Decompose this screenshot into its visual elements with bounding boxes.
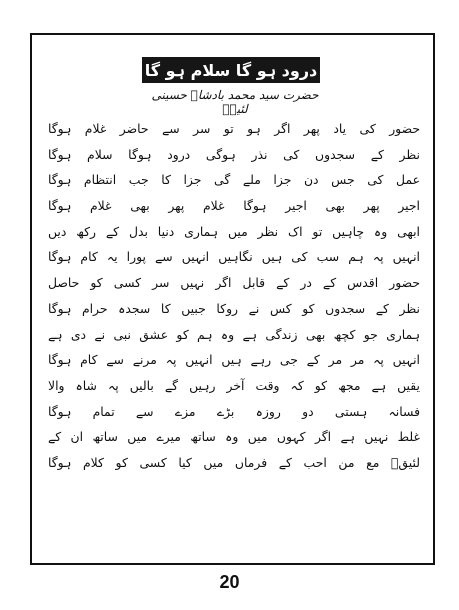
poem-line: حضور کی یاد پھر اگر ہو تو سر سے حاضر غلام ہوگا xyxy=(48,121,420,136)
poem-line: نظر کے سجدوں کی نذر ہوگی درود ہوگا سلام ہوگا xyxy=(48,146,420,162)
poem-line: انہیں پہ ہم سب کی ہیں نگاہیں انہیں سے پورا یہ کام ہوگا xyxy=(48,249,420,265)
poem-line: یقیں ہے مجھ کو کہ وقت آخر رہیں گے بالیں پہ شاہ والا xyxy=(48,377,420,393)
poem-line: اجیر پھر بھی اجیر ہوگا غلام پھر بھی غلام ہوگا xyxy=(48,198,420,214)
poem-body xyxy=(48,117,420,474)
poem-title: درود ہو گا سلام ہو گا xyxy=(142,57,320,83)
poem-line: عمل کی جس دن جزا ملے گی جزا کا جب انتظام ہوگا xyxy=(48,172,420,188)
poem-line: ہماری جو کچھ بھی زندگی ہے وہ ہم کو عشق نبی نے دی ہے xyxy=(48,326,420,342)
poem-line: انہیں پہ مر مر کے جی رہے ہیں انہیں پہ مرنے سے کام ہوگا xyxy=(48,352,420,368)
poem-line: فسانہ ہستی دو روزہ بڑے مزے سے تمام ہوگا xyxy=(48,403,420,419)
poem-line: غلط نہیں ہے اگر کہوں میں وہ ساتھ میرے میں ساتھ ان کے xyxy=(48,429,420,445)
poem-line: ابھی وہ چاہیں تو اک نظر میں ہماری دنیا بدل کے رکھ دیں xyxy=(48,223,420,239)
poem-line: نظر کے سجدوں کو کس نے روکا جبیں کا سجدہ حرام ہوگا xyxy=(48,300,420,316)
poem-line: لئیقؔ مع من احب کے فرماں میں کیا کسی کو کلام ہوگا xyxy=(48,454,420,470)
page-number: 20 xyxy=(219,572,240,592)
poet-name: حضرت سید محمد بادشاہ حسینی لئیقؔ xyxy=(151,88,319,116)
poem-line: حضور اقدس کے در کے قابل اگر نہیں سر کسی کو حاصل xyxy=(48,275,420,291)
